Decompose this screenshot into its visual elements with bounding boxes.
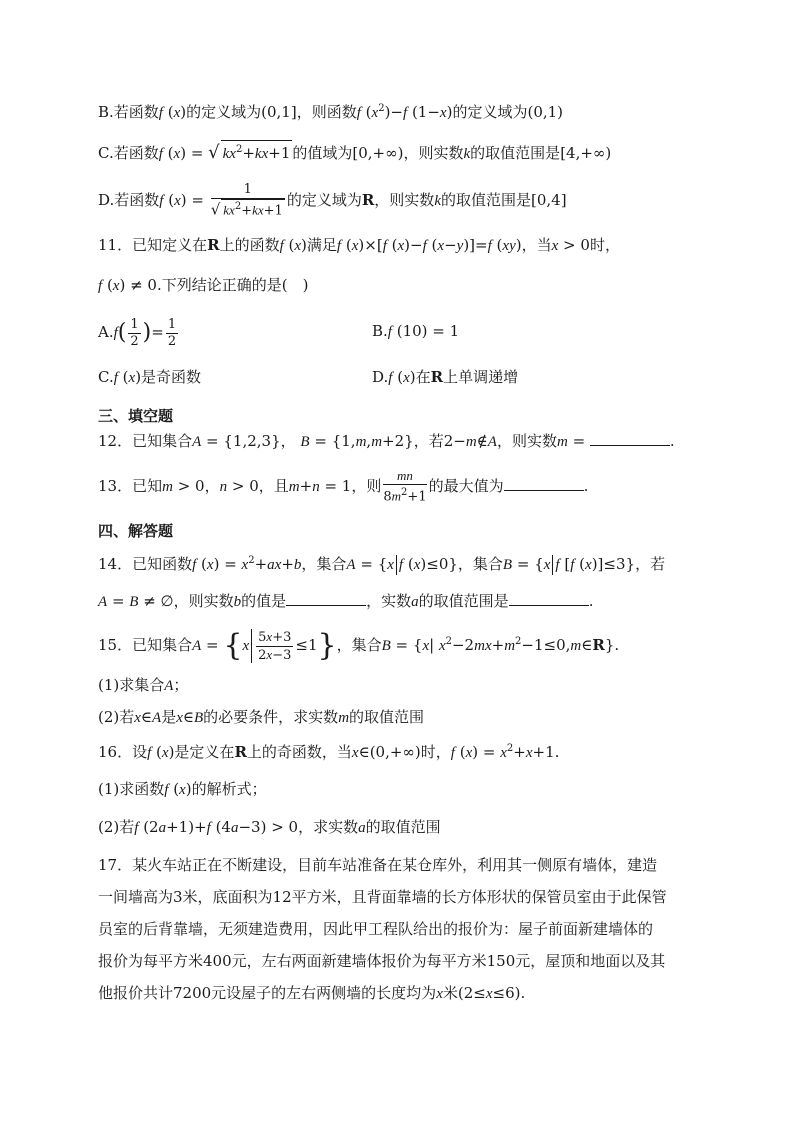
math-in: ∈(0,+∞) — [358, 743, 421, 761]
text: 的定义域为 — [452, 103, 528, 121]
math-set-b: = {1, — [309, 432, 356, 450]
math-eq: = — [219, 555, 242, 573]
math-gt: > 0 — [266, 818, 299, 836]
sqrt-icon: √ — [208, 142, 220, 163]
math-eq: = — [478, 743, 501, 761]
math-f: f — [487, 238, 492, 254]
math-f: f — [387, 324, 392, 340]
text: ； — [173, 676, 189, 694]
math-var: xy — [502, 238, 516, 254]
math-var: x — [176, 710, 183, 726]
math-gt: > 0 — [172, 477, 205, 495]
option-c-label: C.若函数 — [98, 144, 159, 162]
math-fraction: $\frac{5x+3}{2x-3}$ — [258, 628, 292, 663]
answer-blank — [509, 591, 589, 606]
math-var: x — [543, 557, 551, 573]
text: ，则实数 — [403, 144, 464, 162]
text: ，则实数 — [173, 592, 234, 610]
math-equation: f — [336, 238, 342, 254]
math-var: A — [98, 594, 108, 610]
math-var: A — [192, 434, 202, 450]
text: . — [669, 432, 675, 450]
math-expr: f — [356, 105, 361, 121]
text: (2)若 — [98, 818, 135, 836]
option-d: D.若函数f (x) = $\frac{1}{√ kx^2+kx+1}$ 的定义域为R，则实数k的取值范围是[0,4] — [98, 182, 567, 219]
math-set-b: = { — [390, 636, 423, 654]
math-interval: (0,1) — [527, 103, 564, 121]
q12-number: 12．已知集合 — [98, 432, 193, 450]
text: 时， — [420, 743, 451, 761]
math-bar — [552, 555, 553, 575]
math-set-a: = { — [355, 555, 388, 573]
math-eq: = — [567, 432, 590, 450]
math-var: x — [294, 238, 302, 254]
math-fraction: $\frac{1}{√ kx^2+kx+1}$ — [210, 182, 283, 219]
math-real-set: R — [430, 368, 444, 386]
math-var: y — [456, 238, 464, 254]
q11-line2: f (x) ≠ 0.下列结论正确的是( ) — [98, 276, 309, 294]
math-f: f — [382, 238, 387, 254]
q13-number: 13．已知 — [98, 477, 163, 495]
math-var: x — [403, 370, 410, 386]
math-fx: f — [158, 105, 163, 121]
math-f: f — [279, 238, 284, 254]
text: 的最大值为 — [428, 477, 504, 495]
text: . — [583, 477, 589, 495]
math-fraction: $\frac{1}{2}$ — [167, 316, 177, 349]
text: ，集合 — [457, 555, 503, 573]
q11-line1: 11．已知定义在R上的函数f (x)满足f (x)×[f (x)−f (x−y)]=f (xy)，当x > 0时， — [98, 236, 620, 254]
text: 上的函数 — [219, 236, 280, 254]
answer-blank — [286, 591, 366, 606]
math-var: x — [173, 105, 181, 121]
text: 的取值范围 — [365, 818, 441, 836]
q16-part1: (1)求函数f (x)的解析式； — [98, 780, 267, 798]
text: ，则实数 — [374, 191, 435, 209]
math-var: A — [152, 710, 162, 726]
math-var: x — [438, 638, 446, 654]
math-var-a: a — [358, 820, 366, 836]
text: ，实数 — [366, 592, 412, 610]
math-var-m: m — [338, 710, 350, 726]
q16-line1: 16．设f (x)是定义在R上的奇函数，当x∈(0,+∞)时，f $(x) = x^2+x+1$. — [98, 743, 560, 761]
q17-line3: 员室的后背靠墙，无须建造费用，因此甲工程队给出的报价为：屋子前面新建墙体的 — [98, 920, 654, 938]
math-var: x — [179, 782, 186, 798]
text: 的值是 — [241, 592, 287, 610]
math-var: x — [241, 557, 249, 573]
math-var: m — [465, 434, 477, 450]
math-gt: > 0 — [227, 477, 259, 495]
math-var: x — [413, 557, 421, 573]
text: 的取值范围是 — [440, 191, 531, 209]
option-b-label: B.若函数 — [98, 103, 159, 121]
math-f: f — [570, 557, 575, 573]
math-var: m — [570, 638, 582, 654]
q15-line1: 15．已知集合A = {x $\frac{5x+3}{2x-3}$ ≤1}，集合B = {x| $x^2-2mx+m^2-1\le 0,m\in R$}. — [98, 628, 620, 663]
math-le: ≤0} — [426, 555, 458, 573]
text: 的值域为 — [292, 144, 353, 162]
math-var: x — [351, 238, 359, 254]
math-expr: 2− — [443, 432, 466, 450]
math-var: B — [194, 710, 204, 726]
math-real-set: R — [592, 636, 605, 654]
math-var: m — [162, 479, 173, 495]
math-plus: + — [281, 555, 294, 573]
math-in: ∈ — [140, 708, 153, 726]
math-eq: = 1 — [427, 322, 460, 340]
math-in: ∈ — [581, 636, 593, 654]
text: 米 — [442, 984, 458, 1002]
math-eq: = — [186, 144, 209, 162]
math-var: A — [346, 557, 356, 573]
q17-line2: 一间墙高为3米，底面积为12平方米，且背面靠墙的长方体形状的保管员室由于此保管 — [98, 888, 667, 906]
option-d-label: D.若函数 — [98, 191, 160, 209]
text: 上的奇函数，当 — [246, 743, 352, 761]
math-var: B — [129, 594, 139, 610]
math-set-a: = — [201, 636, 224, 654]
math-fraction: $\frac{1}{2}$ — [130, 316, 139, 349]
q17-line4: 报价为每平方米400元，左右两面新建墙体报价为每平方米150元，屋顶和地面以及其 — [98, 952, 666, 970]
text: .下列结论正确的是( ) — [156, 276, 309, 294]
math-var: m — [504, 638, 516, 654]
math-var: x — [173, 146, 181, 162]
math-interval: [0,+∞) — [352, 144, 404, 162]
math-var: A — [487, 434, 497, 450]
q14-number: 14．已知函数 — [98, 555, 193, 573]
math-plus: +2} — [382, 432, 414, 450]
q16-part2: (2)若f (2a+1)+f (4a−3) > 0，求实数a的取值范围 — [98, 818, 441, 836]
math-gt: > 0 — [558, 236, 590, 254]
text: 的解析式； — [191, 780, 267, 798]
math-f: f — [422, 238, 427, 254]
text: ，集合 — [301, 555, 347, 573]
math-le: ≤1 — [295, 636, 318, 654]
q14-line1: 14．已知函数f $(x) = x^2+ax+b$，集合A = {x f (x)≤0}，集合B = {x f [f (x)]≤3}，若 — [98, 555, 666, 573]
math-var: B — [502, 557, 513, 573]
math-f: f — [158, 146, 163, 162]
option-b-label: B. — [372, 322, 388, 340]
text: 时， — [589, 236, 620, 254]
answer-blank — [504, 476, 584, 491]
math-var: x — [242, 638, 250, 654]
q17-line1: 17．某火车站正在不断建设，目前车站准备在某仓库外，利用其一侧原有墙体，建造 — [98, 856, 658, 874]
math-var-x: x — [436, 986, 443, 1002]
text: 的取值范围是 — [470, 144, 561, 162]
option-a-label: A. — [98, 323, 114, 341]
math-times: × — [364, 236, 377, 254]
text: ， — [280, 432, 296, 450]
option-c: C.若函数f (x) = √ $kx^2+kx+1$ 的值域为[0,+∞)，则实数k的取值范围是[4,+∞) — [98, 142, 612, 163]
text: 满足 — [306, 236, 337, 254]
section-4-heading: 四、解答题 — [98, 522, 174, 540]
math-var-b: b — [233, 594, 242, 610]
math-minus: −1≤0, — [521, 636, 571, 654]
math-plus: + — [491, 636, 505, 654]
math-f: f — [113, 370, 118, 386]
q14-line2 — [98, 590, 708, 613]
text: . — [554, 743, 560, 761]
text: 是定义在 — [174, 743, 235, 761]
text: 的定义域为 — [186, 103, 262, 121]
math-var-a: A — [164, 678, 174, 694]
text: . — [614, 636, 620, 654]
math-var: x — [465, 745, 473, 761]
math-var: B — [381, 638, 391, 654]
math-ne: ≠ 0 — [125, 276, 157, 294]
math-var: m — [556, 434, 568, 450]
math-plus: +1 — [532, 743, 555, 761]
math-var: x — [351, 745, 359, 761]
text: ，则 — [351, 477, 382, 495]
math-f: f — [555, 557, 560, 573]
text: 的取值范围 — [349, 708, 425, 726]
math-real-set: R — [234, 743, 247, 761]
math-var-k: k — [434, 193, 441, 209]
math-minus: − — [390, 103, 403, 121]
text: ，则实数 — [496, 432, 557, 450]
q16-number: 16．设 — [98, 743, 148, 761]
math-f: f — [398, 557, 404, 573]
q13 — [98, 468, 708, 506]
math-set-b: = { — [512, 555, 544, 573]
math-var: x — [206, 557, 214, 573]
math-notin: ∉ — [476, 432, 488, 450]
q12: 12．已知集合A = {1,2,3}， B = {1,m,m+2}，若2−m∉A，则实数m = . — [98, 432, 675, 450]
math-var: x — [134, 710, 141, 726]
math-plus: + — [299, 477, 313, 495]
text: ，集合 — [336, 636, 382, 654]
text: ，若 — [413, 432, 444, 450]
math-f: f — [147, 745, 152, 761]
math-var: mx — [474, 638, 492, 654]
text: 上单调递增 — [443, 368, 519, 386]
text: . — [588, 592, 594, 610]
math-var: x — [397, 238, 405, 254]
math-var-k: k — [463, 146, 471, 162]
text: ，且 — [258, 477, 289, 495]
math-bar — [251, 629, 252, 663]
math-var: x — [128, 370, 136, 386]
text: ，求实数 — [298, 818, 359, 836]
math-f: f — [98, 278, 103, 294]
q15-part2 — [98, 706, 708, 729]
math-f: f — [388, 370, 393, 386]
math-var: x — [422, 638, 430, 654]
text: 是 — [161, 708, 177, 726]
text: (2)若 — [98, 708, 135, 726]
math-plus: + — [513, 743, 526, 761]
math-var: B — [300, 434, 310, 450]
section-3-heading: 三、填空题 — [98, 407, 174, 425]
q11-option-d: D.f (x)在R上单调递增 — [372, 368, 519, 386]
math-var: x — [387, 557, 394, 573]
math-var: x — [161, 745, 169, 761]
math-bar: | — [429, 636, 439, 654]
text: 在 — [415, 368, 431, 386]
math-bar — [396, 555, 397, 575]
q11-option-b: B.f (10) = 1 — [372, 322, 460, 340]
math-brace: } — [317, 628, 337, 663]
text: ，当 — [521, 236, 552, 254]
math-minus: − — [444, 236, 457, 254]
q15-number: 15．已知集合 — [98, 636, 193, 654]
math-real-set: R — [361, 191, 375, 209]
math-interval: [0,4] — [531, 191, 567, 209]
text: (1)求函数 — [98, 780, 165, 798]
math-interval: [4,+∞) — [560, 144, 612, 162]
math-var: a — [230, 820, 239, 836]
math-eq: = — [475, 236, 488, 254]
math-var: x — [585, 557, 592, 573]
math-var: a — [158, 820, 167, 836]
math-var: x — [439, 105, 447, 121]
math-minus: −2 — [451, 636, 475, 654]
math-var: x — [174, 193, 181, 209]
math-f: f — [134, 820, 139, 836]
q11-option-c: C.f (x)是奇函数 — [98, 368, 202, 386]
option-b: B.若函数f (x)的定义域为(0,1]，则函数f $(x^2)-f$ (1−x)的定义域为(0,1) — [98, 103, 564, 121]
math-var: x — [437, 238, 445, 254]
math-real-set: R — [207, 236, 220, 254]
math-brace: { — [223, 628, 243, 663]
math-interval: (0,1] — [261, 103, 297, 121]
text: ，若 — [635, 555, 666, 573]
math-brace: } — [604, 636, 615, 654]
text: 是奇函数 — [141, 368, 202, 386]
math-var: x — [525, 745, 533, 761]
text: . — [520, 984, 526, 1002]
q11-number: 11．已知定义在 — [98, 236, 208, 254]
math-set-a: = {1,2,3} — [201, 432, 281, 450]
text: 的定义域为 — [286, 191, 362, 209]
math-le: ≤3} — [603, 555, 636, 573]
math-var: A — [192, 638, 202, 654]
option-c-label: C. — [98, 368, 114, 386]
math-paren: ( — [117, 320, 127, 345]
math-f: f — [403, 105, 408, 121]
text: 他报价共计7200元设屋子的左右两侧墙的长度均为 — [98, 984, 437, 1002]
answer-blank — [590, 431, 670, 446]
math-radicand: $kx^2+kx+1$ — [221, 140, 293, 163]
math-var: x — [371, 105, 379, 121]
math-f: f — [450, 745, 455, 761]
text: (1)求集合 — [98, 676, 165, 694]
math-f: f — [206, 820, 211, 836]
math-f: f — [159, 193, 164, 209]
text: ，则函数 — [296, 103, 357, 121]
math-var: b — [293, 557, 302, 573]
math-minus: − — [410, 236, 423, 254]
math-var: x — [551, 238, 559, 254]
math-var: m — [371, 434, 383, 450]
q15-part1 — [98, 674, 708, 697]
math-var: x — [500, 745, 507, 761]
text: 的必要条件，求实数 — [203, 708, 339, 726]
math-minus: − — [427, 103, 440, 121]
q17-line5 — [98, 982, 708, 1005]
math-in: ∈ — [182, 708, 194, 726]
math-f: f — [113, 325, 118, 341]
math-range: (2≤x≤6) — [457, 984, 521, 1002]
option-d-label: D. — [372, 368, 389, 386]
math-var: n — [219, 479, 228, 495]
math-var: x — [112, 278, 120, 294]
math-var: ax — [267, 557, 282, 573]
math-var: n — [312, 479, 320, 495]
math-var-a: a — [411, 594, 419, 610]
math-plus: + — [194, 818, 207, 836]
math-var: m — [355, 434, 367, 450]
math-eq: = 1 — [319, 477, 352, 495]
math-f: f — [192, 557, 197, 573]
text: ， — [204, 477, 220, 495]
math-fraction: $\frac{mn}{8m^2+1}$ — [383, 468, 427, 505]
math-ne-empty: ≠ ∅ — [138, 592, 174, 610]
math-var: m — [288, 479, 300, 495]
math-eq: = — [151, 323, 164, 341]
math-eq: = — [107, 592, 130, 610]
math-f: f — [164, 782, 169, 798]
text: 的取值范围是 — [418, 592, 509, 610]
math-plus: + — [254, 555, 268, 573]
math-eq: = — [186, 191, 209, 209]
math-paren: ) — [142, 320, 152, 345]
